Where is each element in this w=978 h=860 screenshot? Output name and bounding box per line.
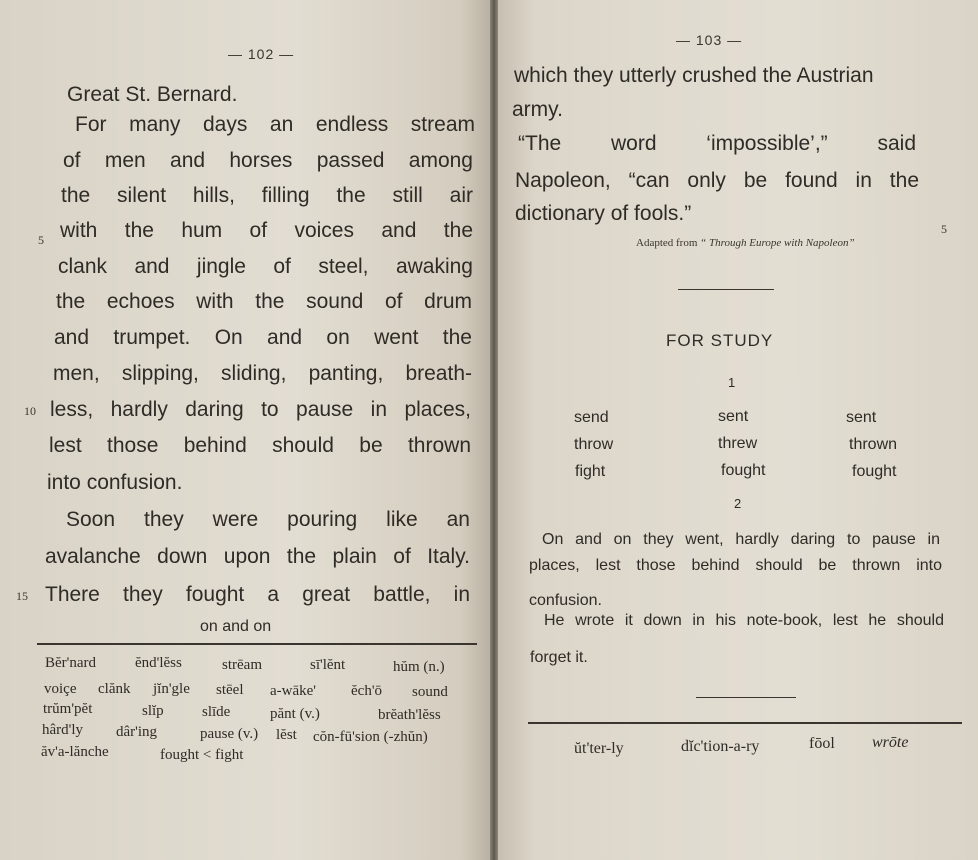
study-line: On and on they went, hardly daring to pause in (542, 531, 940, 548)
vocab-word: dĭc'tion-a-ry (681, 738, 760, 755)
text-line: of men and horses passed among (63, 149, 473, 172)
vocab-word: fought < fight (160, 747, 244, 763)
verb-cell: fight (575, 463, 606, 480)
line-number: 10 (24, 404, 36, 418)
attribution (636, 237, 855, 249)
verb-cell: thrown (849, 436, 898, 453)
study-line: He wrote it down in his note-book, lest he should (544, 612, 944, 629)
vocab-word: slīde (202, 704, 231, 720)
text-line: which they utterly crushed the Austrian (514, 64, 874, 87)
vocab-word: ĕch'ō (351, 683, 383, 699)
text-line: For many days an endless stream (75, 113, 475, 136)
vocab-word: lĕst (276, 727, 297, 743)
vocab-word: slĭp (142, 703, 164, 719)
study-line: forget it. (530, 649, 588, 666)
vocab-word: fōol (809, 735, 835, 752)
divider (528, 722, 962, 724)
vocab-word: ăv'a-lănche (41, 744, 109, 760)
vocab-word: sound (412, 684, 448, 700)
verb-cell: throw (574, 436, 614, 453)
divider (678, 289, 774, 290)
study-line: confusion. (529, 592, 602, 609)
text-line: into confusion. (47, 471, 183, 494)
text-line: the silent hills, filling the still air (61, 184, 473, 207)
text-line: less, hardly daring to pause in places, (50, 398, 471, 421)
vocab-word: dâr'ing (116, 724, 158, 740)
text-line: lest those behind should be thrown (49, 434, 471, 457)
text-line: Napoleon, “can only be found in the (515, 169, 919, 192)
verb-cell: send (574, 409, 609, 426)
line-number: 5 (941, 222, 947, 236)
vocab-word: Bĕr'nard (45, 655, 97, 671)
attribution-title: “ Through Europe with Napoleon” (700, 237, 855, 249)
vocab-word: pănt (v.) (270, 706, 320, 722)
page-number: — 103 — (676, 32, 743, 48)
text-line: clank and jingle of steel, awaking (58, 255, 473, 278)
vocab-word: wrōte (872, 734, 909, 751)
verb-cell: fought (721, 462, 766, 479)
divider (696, 697, 796, 698)
vocab-word: strēam (222, 657, 262, 673)
book-gutter (490, 0, 498, 860)
verb-cell: threw (718, 435, 758, 452)
text-line: men, slipping, sliding, panting, breath- (53, 362, 472, 385)
verb-cell: fought (852, 463, 897, 480)
text-line: “The word ‘impossible’,” said (518, 132, 916, 155)
divider (37, 643, 477, 645)
attribution-prefix: Adapted from (636, 237, 698, 249)
exercise-number: 2 (734, 496, 742, 511)
verb-cell: sent (846, 409, 877, 426)
vocab-word: hârd'ly (42, 722, 84, 738)
vocab-word: jĭn'gle (153, 681, 190, 697)
vocab-word: clănk (98, 681, 131, 697)
right-page (498, 0, 978, 860)
vocab-word: ŭt'ter-ly (574, 740, 624, 757)
text-line: Great St. Bernard. (67, 83, 238, 106)
text-line: army. (512, 98, 563, 121)
vocab-word: trŭm'pĕt (43, 701, 93, 717)
verb-cell: sent (718, 408, 749, 425)
page-number: — 102 — (228, 46, 295, 62)
vocab-word: sī'lĕnt (310, 657, 346, 673)
section-heading: FOR STUDY (666, 331, 774, 350)
text-line: avalanche down upon the plain of Italy. (45, 545, 470, 568)
vocab-word: stēel (216, 682, 244, 698)
text-line: There they fought a great battle, in (45, 583, 470, 606)
vocab-word: pause (v.) (200, 726, 259, 742)
text-line: the echoes with the sound of drum (56, 290, 472, 313)
vocab-word: voiçe (44, 681, 77, 697)
vocab-word: hŭm (n.) (393, 659, 445, 675)
vocab-word: brĕath'lĕss (378, 707, 441, 723)
study-line: places, lest those behind should be thrown into (529, 557, 942, 574)
line-number: 15 (16, 589, 28, 603)
text-line: with the hum of voices and the (60, 219, 473, 242)
text-line: Soon they were pouring like an (66, 508, 470, 531)
vocab-word: cŏn-fū'sion (-zhŭn) (313, 729, 428, 745)
text-line: and trumpet. On and on went the (54, 326, 472, 349)
vocab-word: ĕnd'lĕss (135, 655, 182, 671)
vocab-word: a-wāke' (270, 683, 317, 699)
exercise-number: 1 (728, 375, 736, 390)
footnote: on and on (200, 618, 272, 635)
text-line: dictionary of fools.” (515, 202, 692, 225)
line-number: 5 (38, 233, 44, 247)
